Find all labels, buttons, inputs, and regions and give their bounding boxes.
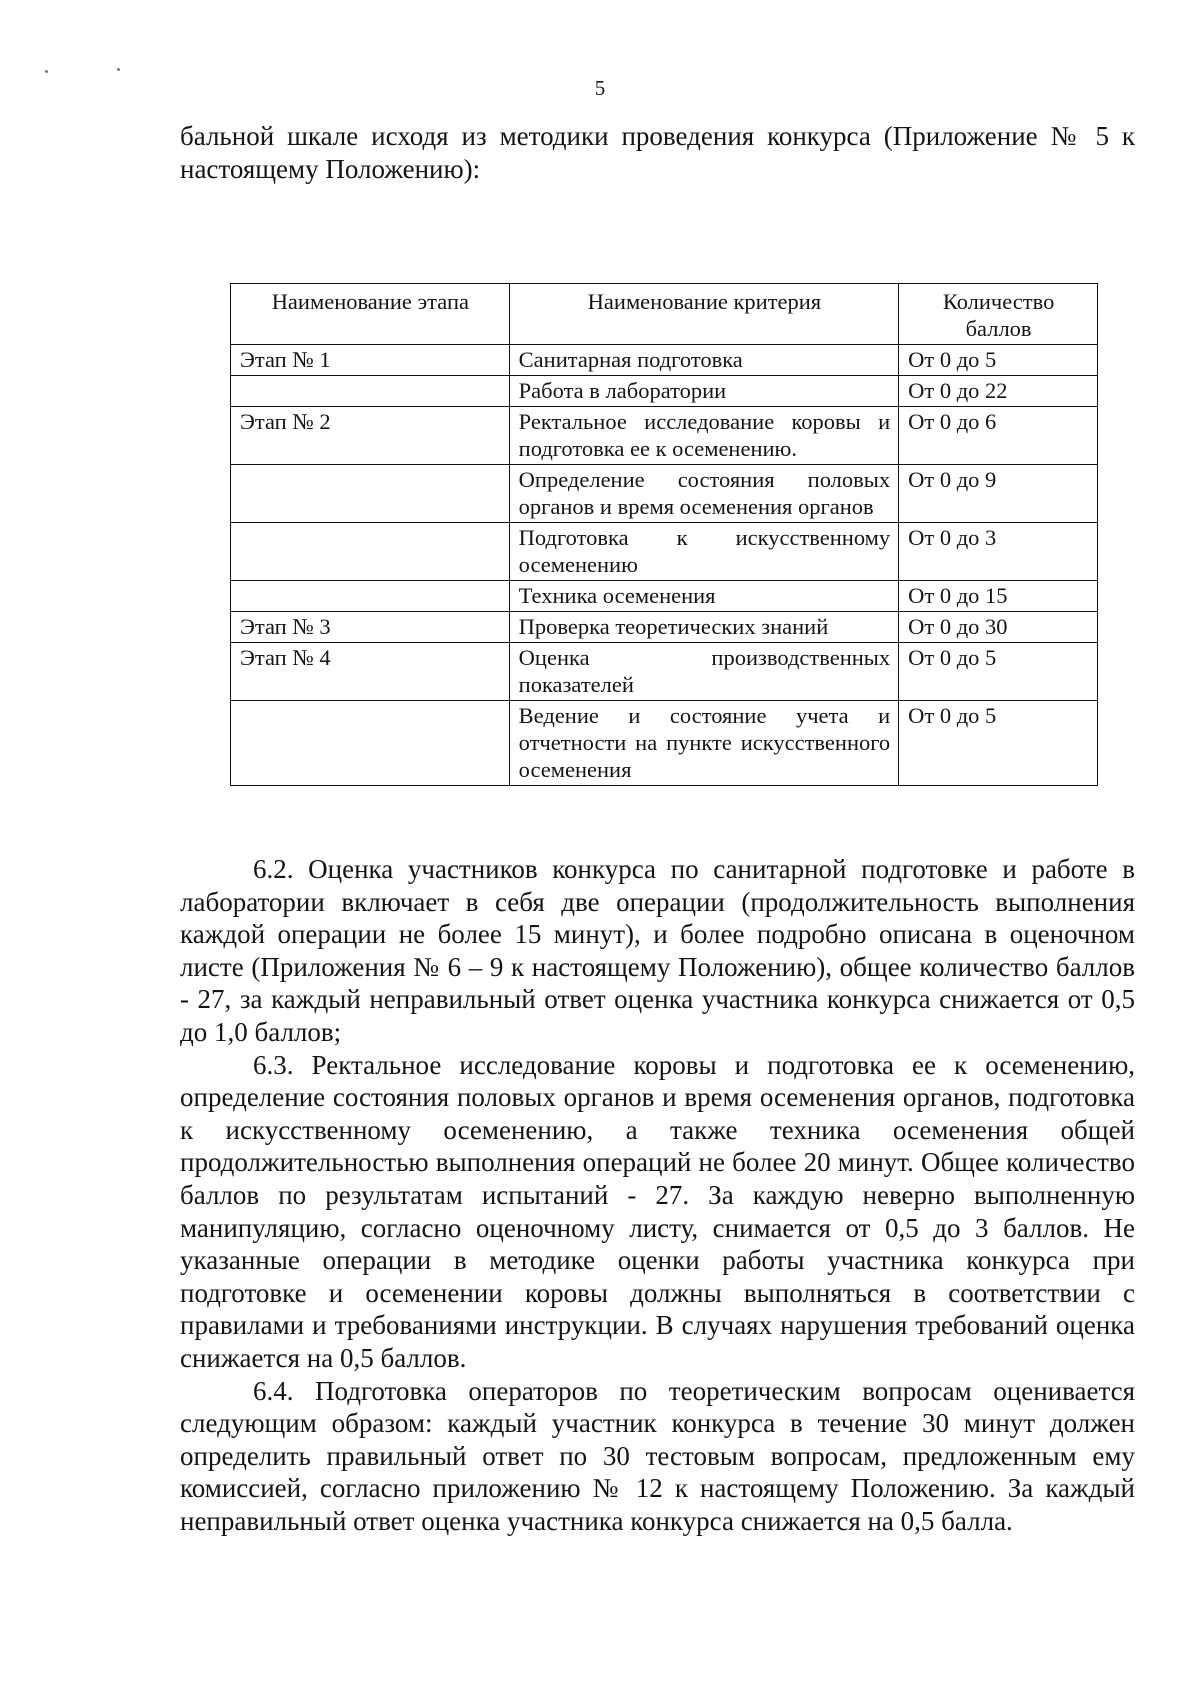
- criterion-cell: Ректальное исследование коровы и подготовка ее к осеменению.: [509, 407, 898, 465]
- criterion-cell: Проверка теоретических знаний: [509, 612, 898, 643]
- stage-cell: [231, 523, 510, 581]
- points-cell: От 0 до 22: [899, 376, 1098, 407]
- points-cell: От 0 до 5: [899, 701, 1098, 786]
- paragraph-6-3: 6.3. Ректальное исследование коровы и подготовка ее к осеменению, определение состояния половых органов и время осеменения органов, подготовка к искусственному осеменению, а также техника осеменения общей продолжительностью выполнения операций не более 20 минут. Общее количество баллов по результатам испытаний - 27. За каждую неверно выполненную манипуляцию, согласно оценочному листу, снимается от 0,5 до 3 баллов. Не указанные операции в методике оценки работы участника конкурса при подготовке и осеменении коровы должны выполняться в соответствии с правилами и требованиями инструкции. В случаях нарушения требований оценка снижается на 0,5 баллов.: [180, 1049, 1135, 1373]
- table-row: [231, 465, 1098, 523]
- criterion-cell: Подготовка к искусственному осеменению: [509, 523, 898, 581]
- criterion-cell: Работа в лаборатории: [509, 376, 898, 407]
- stage-cell: Этап № 1: [231, 345, 510, 376]
- criterion-cell: Определение состояния половых органов и время осеменения органов: [509, 465, 898, 523]
- table-row: [231, 407, 1098, 465]
- header-criterion: Наименование критерия: [509, 284, 898, 345]
- stage-cell: Этап № 4: [231, 643, 510, 701]
- header-points: Количество баллов: [899, 284, 1098, 345]
- stage-cell: Этап № 2: [231, 407, 510, 465]
- table-row: [231, 612, 1098, 643]
- criterion-cell: Оценка производственных показателей: [509, 643, 898, 701]
- header-stage: Наименование этапа: [231, 284, 510, 345]
- table-row: [231, 643, 1098, 701]
- page-number: 5: [594, 76, 606, 100]
- stage-cell: [231, 581, 510, 612]
- stage-cell: [231, 465, 510, 523]
- paragraph-6-2: 6.2. Оценка участников конкурса по санитарной подготовке и работе в лаборатории включает в себя две операции (продолжительность выполнения каждой операции не более 15 минут), и более подробно описана в оценочном листе (Приложения № 6 – 9 к настоящему Положению), общее количество баллов - 27, за каждый неправильный ответ оценка участника конкурса снижается от 0,5 до 1,0 баллов;: [180, 854, 1135, 1047]
- paragraph-6-4: 6.4. Подготовка операторов по теоретическим вопросам оценивается следующим образом: каждый участник конкурса в течение 30 минут должен определить правильный ответ по 30 тестовым вопросам, предложенным ему комиссией, согласно приложению № 12 к настоящему Положению. За каждый неправильный ответ оценка участника конкурса снижается на 0,5 балла.: [180, 1375, 1135, 1536]
- points-cell: От 0 до 15: [899, 581, 1098, 612]
- points-cell: От 0 до 5: [899, 643, 1098, 701]
- stage-cell: Этап № 3: [231, 612, 510, 643]
- criterion-cell: Техника осеменения: [509, 581, 898, 612]
- stage-cell: [231, 701, 510, 786]
- intro-text: бальной шкале исходя из методики проведения конкурса (Приложение № 5 к настоящему Положению):: [180, 121, 1135, 184]
- scan-speck: [117, 68, 120, 71]
- body-text: [180, 853, 1135, 1537]
- criteria-table: [230, 283, 1098, 786]
- points-cell: От 0 до 6: [899, 407, 1098, 465]
- points-cell: От 0 до 30: [899, 612, 1098, 643]
- table-row: [231, 523, 1098, 581]
- table-row: [231, 345, 1098, 376]
- table-row: [231, 376, 1098, 407]
- scan-speck: [45, 70, 48, 73]
- criterion-cell: Ведение и состояние учета и отчетности на пункте искусственного осеменения: [509, 701, 898, 786]
- intro-paragraph: [180, 120, 1135, 186]
- points-cell: От 0 до 9: [899, 465, 1098, 523]
- table-row: [231, 701, 1098, 786]
- points-cell: От 0 до 5: [899, 345, 1098, 376]
- stage-cell: [231, 376, 510, 407]
- table-row: [231, 581, 1098, 612]
- points-cell: От 0 до 3: [899, 523, 1098, 581]
- criterion-cell: Санитарная подготовка: [509, 345, 898, 376]
- table-header-row: [231, 284, 1098, 345]
